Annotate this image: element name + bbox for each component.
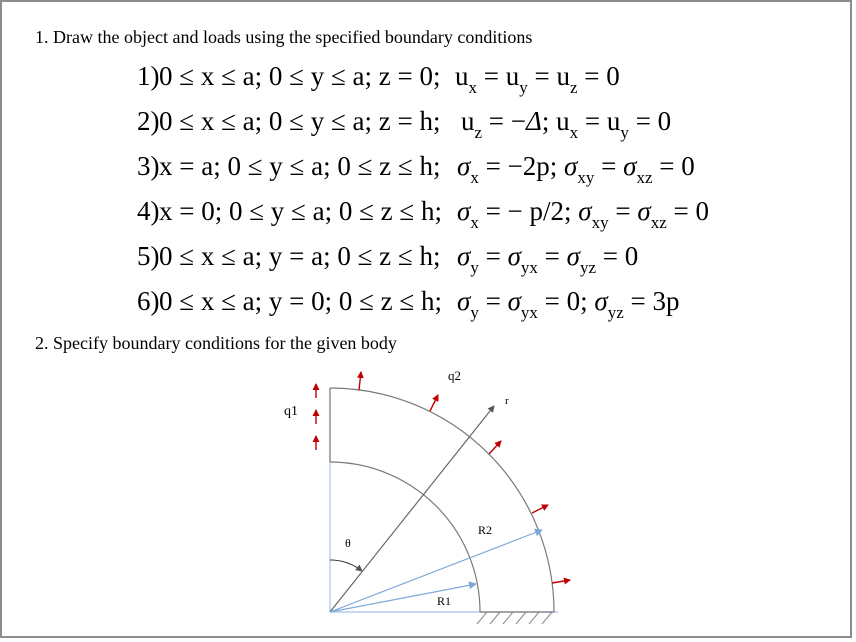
greek-symbol: σ xyxy=(457,286,471,316)
equation-text: = xyxy=(478,286,508,316)
fixed-support-hatch xyxy=(477,612,552,624)
subscript: xy xyxy=(577,168,595,187)
subscript: x xyxy=(468,78,477,97)
condition-domain: x = 0; 0 ≤ y ≤ a; 0 ≤ z ≤ h; xyxy=(159,196,442,226)
condition-bc xyxy=(457,284,679,330)
condition-domain: 0 ≤ x ≤ a; 0 ≤ y ≤ a; z = 0; xyxy=(159,61,441,91)
condition-index: 5) xyxy=(137,241,160,271)
greek-symbol: σ xyxy=(507,241,521,271)
r-axis-label: r xyxy=(505,395,509,407)
subscript: xy xyxy=(591,213,609,232)
equation-text: = xyxy=(478,241,508,271)
equation-text: = 0 xyxy=(596,241,639,271)
condition-domain: x = a; 0 ≤ y ≤ a; 0 ≤ z ≤ h; xyxy=(159,151,441,181)
greek-symbol: σ xyxy=(623,151,637,181)
condition-index: 3) xyxy=(137,151,160,181)
greek-symbol: σ xyxy=(507,286,521,316)
subscript: z xyxy=(569,78,578,97)
R2-label: R2 xyxy=(478,523,493,537)
condition-bc xyxy=(461,104,671,150)
condition-6 xyxy=(137,284,680,322)
greek-symbol: σ xyxy=(637,196,651,226)
q2-load-arrows xyxy=(359,372,570,583)
equation-text: = 0 xyxy=(628,106,672,136)
condition-domain: 0 ≤ x ≤ a; y = a; 0 ≤ z ≤ h; xyxy=(159,241,441,271)
task2-heading: 2. Specify boundary conditions for the given body xyxy=(35,333,397,353)
equation-text: = 0 xyxy=(666,196,709,226)
equation-text: = 0 xyxy=(577,61,620,91)
condition-domain: 0 ≤ x ≤ a; 0 ≤ y ≤ a; z = h; xyxy=(159,106,441,136)
subscript: yx xyxy=(520,303,538,322)
greek-symbol: σ xyxy=(564,151,578,181)
inner-arc-R1 xyxy=(330,462,480,612)
equation-text: ; u xyxy=(541,106,570,136)
condition-domain: 0 ≤ x ≤ a; y = 0; 0 ≤ z ≤ h; xyxy=(159,286,442,316)
equation-text: = 0 xyxy=(652,151,695,181)
q2-label: q2 xyxy=(448,368,461,383)
equation-text: = 0; xyxy=(537,286,595,316)
condition-1 xyxy=(137,59,620,97)
condition-bc xyxy=(457,239,638,285)
subscript: z xyxy=(474,123,483,142)
condition-3 xyxy=(137,149,695,187)
equation-text: u xyxy=(455,61,469,91)
condition-bc xyxy=(457,194,709,240)
equation-text: = xyxy=(594,151,624,181)
condition-bc xyxy=(457,149,695,195)
equation-text: = u xyxy=(578,106,621,136)
equation-text: = − xyxy=(482,106,527,136)
theta-angle-arc xyxy=(330,560,362,571)
condition-bc xyxy=(455,59,620,105)
equation-text: = 3p xyxy=(623,286,680,316)
subscript: x xyxy=(569,123,579,142)
equation-text: = u xyxy=(527,61,570,91)
subscript: y xyxy=(519,78,528,97)
subscript: x xyxy=(470,168,479,187)
condition-index: 1) xyxy=(137,61,160,91)
condition-2 xyxy=(137,104,672,142)
outer-arc-R2 xyxy=(330,388,554,612)
task1-heading: 1. Draw the object and loads using the specified boundary conditions xyxy=(35,27,533,47)
subscript: xz xyxy=(650,213,667,232)
equation-text: u xyxy=(461,106,475,136)
annular-sector-figure xyxy=(272,360,572,630)
subscript: yz xyxy=(579,258,596,277)
subscript: y xyxy=(470,303,479,322)
greek-symbol: σ xyxy=(457,196,471,226)
subscript: xz xyxy=(636,168,653,187)
equation-text: = xyxy=(608,196,638,226)
greek-symbol: Δ xyxy=(526,106,542,136)
subscript: yx xyxy=(520,258,538,277)
q1-label: q1 xyxy=(284,404,298,419)
equation-text: = − p/2; xyxy=(478,196,579,226)
condition-4 xyxy=(137,194,709,232)
theta-label: θ xyxy=(345,536,351,550)
subscript: y xyxy=(620,123,629,142)
subscript: y xyxy=(470,258,479,277)
radius-R1-arrow xyxy=(330,584,476,612)
greek-symbol: σ xyxy=(457,151,471,181)
condition-index: 4) xyxy=(137,196,160,226)
equation-text: = xyxy=(537,241,567,271)
condition-index: 6) xyxy=(137,286,160,316)
greek-symbol: σ xyxy=(566,241,580,271)
equation-text: = u xyxy=(477,61,520,91)
radial-direction-line xyxy=(330,406,494,612)
condition-5 xyxy=(137,239,639,277)
condition-index: 2) xyxy=(137,106,160,136)
greek-symbol: σ xyxy=(594,286,608,316)
subscript: x xyxy=(470,213,479,232)
greek-symbol: σ xyxy=(457,241,471,271)
greek-symbol: σ xyxy=(578,196,592,226)
subscript: yz xyxy=(607,303,624,322)
equation-text: = −2p; xyxy=(478,151,565,181)
R1-label: R1 xyxy=(437,594,452,608)
